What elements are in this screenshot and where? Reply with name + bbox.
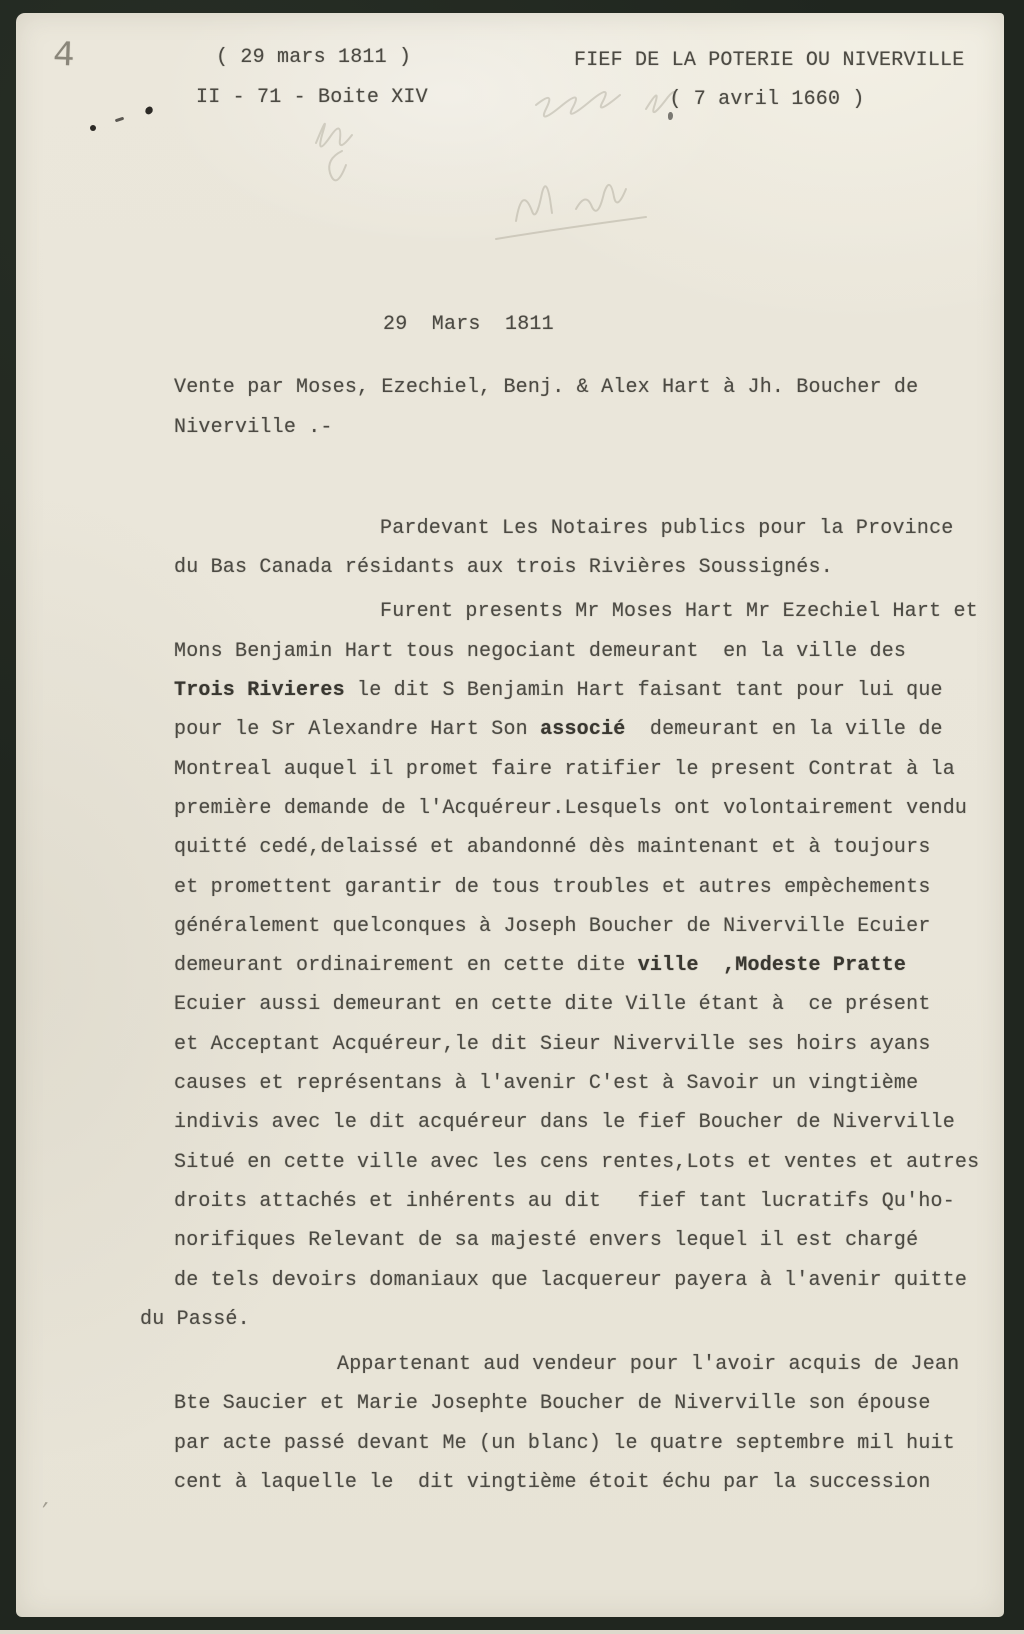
text-line: Vente par Moses, Ezechiel, Benj. & Alex Hart à Jh. Boucher de [174,376,919,400]
text-line: Furent presents Mr Moses Hart Mr Ezechiel Hart et [380,600,978,624]
ink-spot [115,117,124,123]
text-line: de tels devoirs domaniaux que lacquereur payera à l'avenir quitte [174,1268,968,1292]
text-line: Pardevant Les Notaires publics pour la Province [380,516,954,540]
header-right [574,49,965,111]
bold-segment: ville ,Modeste Pratte [637,954,907,978]
text-line: pour le Sr Alexandre Hart Son associé demeurant en la ville de [174,718,943,742]
document-body [140,305,1004,1502]
page-number: 4 [52,34,76,77]
ink-spot [90,125,96,131]
text-line: norifiques Relevant de sa majesté envers lequel il est chargé [174,1229,919,1253]
text-line: Situé en cette ville avec les cens rentes,Lots et ventes et autres [174,1150,980,1174]
text-line: généralement quelconques à Joseph Boucher de Niverville Ecuier [174,914,931,938]
text-line: du Bas Canada résidants aux trois Rivières Soussignés. [174,556,833,580]
bold-segment: associé [540,718,626,742]
text-line: droits attachés et inhérents au dit fief tant lucratifs Qu'ho- [174,1189,955,1213]
scan-edge [0,1630,1024,1634]
header-left [196,46,428,109]
pencil-edge-mark: , [39,1489,56,1513]
text-line: causes et représentans à l'avenir C'est à Savoir un vingtième [174,1072,919,1096]
text-line: première demande de l'Acquéreur.Lesquels ont volontairement vendu [174,796,968,820]
text-line: et Acceptant Acquéreur,le dit Sieur Niverville ses hoirs ayans [174,1032,931,1056]
text-line: cent à laquelle le dit vingtième étoit échu par la succession [174,1471,931,1495]
text-line: Ecuier aussi demeurant en cette dite Ville étant à ce présent [174,993,931,1017]
bold-segment: Trois Rivieres [174,679,345,703]
document-page [16,13,1004,1617]
text-line: Mons Benjamin Hart tous negociant demeurant en la ville des [174,639,907,663]
text-line: Trois Rivieres le dit S Benjamin Hart faisant tant pour lui que [174,679,943,703]
fief-title: FIEF DE LA POTERIE OU NIVERVILLE [574,49,965,72]
text-line: quitté cedé,delaissé et abandonné dès maintenant et à toujours [174,836,931,860]
ink-spot [144,105,154,115]
fief-date: ( 7 avril 1660 ) [669,88,865,111]
text-line: et promettent garantir de tous troubles et autres empèchements [174,875,931,899]
text-line: du Passé. [140,1307,250,1331]
text-line: Niverville .- [174,415,333,439]
text-line: Montreal auquel il promet faire ratifier le present Contrat à la [174,757,955,781]
text-line: par acte passé devant Me (un blanc) le quatre septembre mil huit [174,1431,955,1455]
text-line: indivis avec le dit acquéreur dans le fief Boucher de Niverville [174,1111,955,1135]
text-line: demeurant ordinairement en cette dite ville ,Modeste Pratte [174,954,907,978]
archive-reference: II - 71 - Boite XIV [196,86,428,109]
text-line: Appartenant aud vendeur pour l'avoir acquis de Jean [337,1353,960,1377]
document-date-title: 29 Mars 1811 [383,313,554,336]
text-line: Bte Saucier et Marie Josephte Boucher de Niverville son épouse [174,1392,931,1416]
archive-date: ( 29 mars 1811 ) [216,46,412,69]
ink-spot [668,112,673,120]
